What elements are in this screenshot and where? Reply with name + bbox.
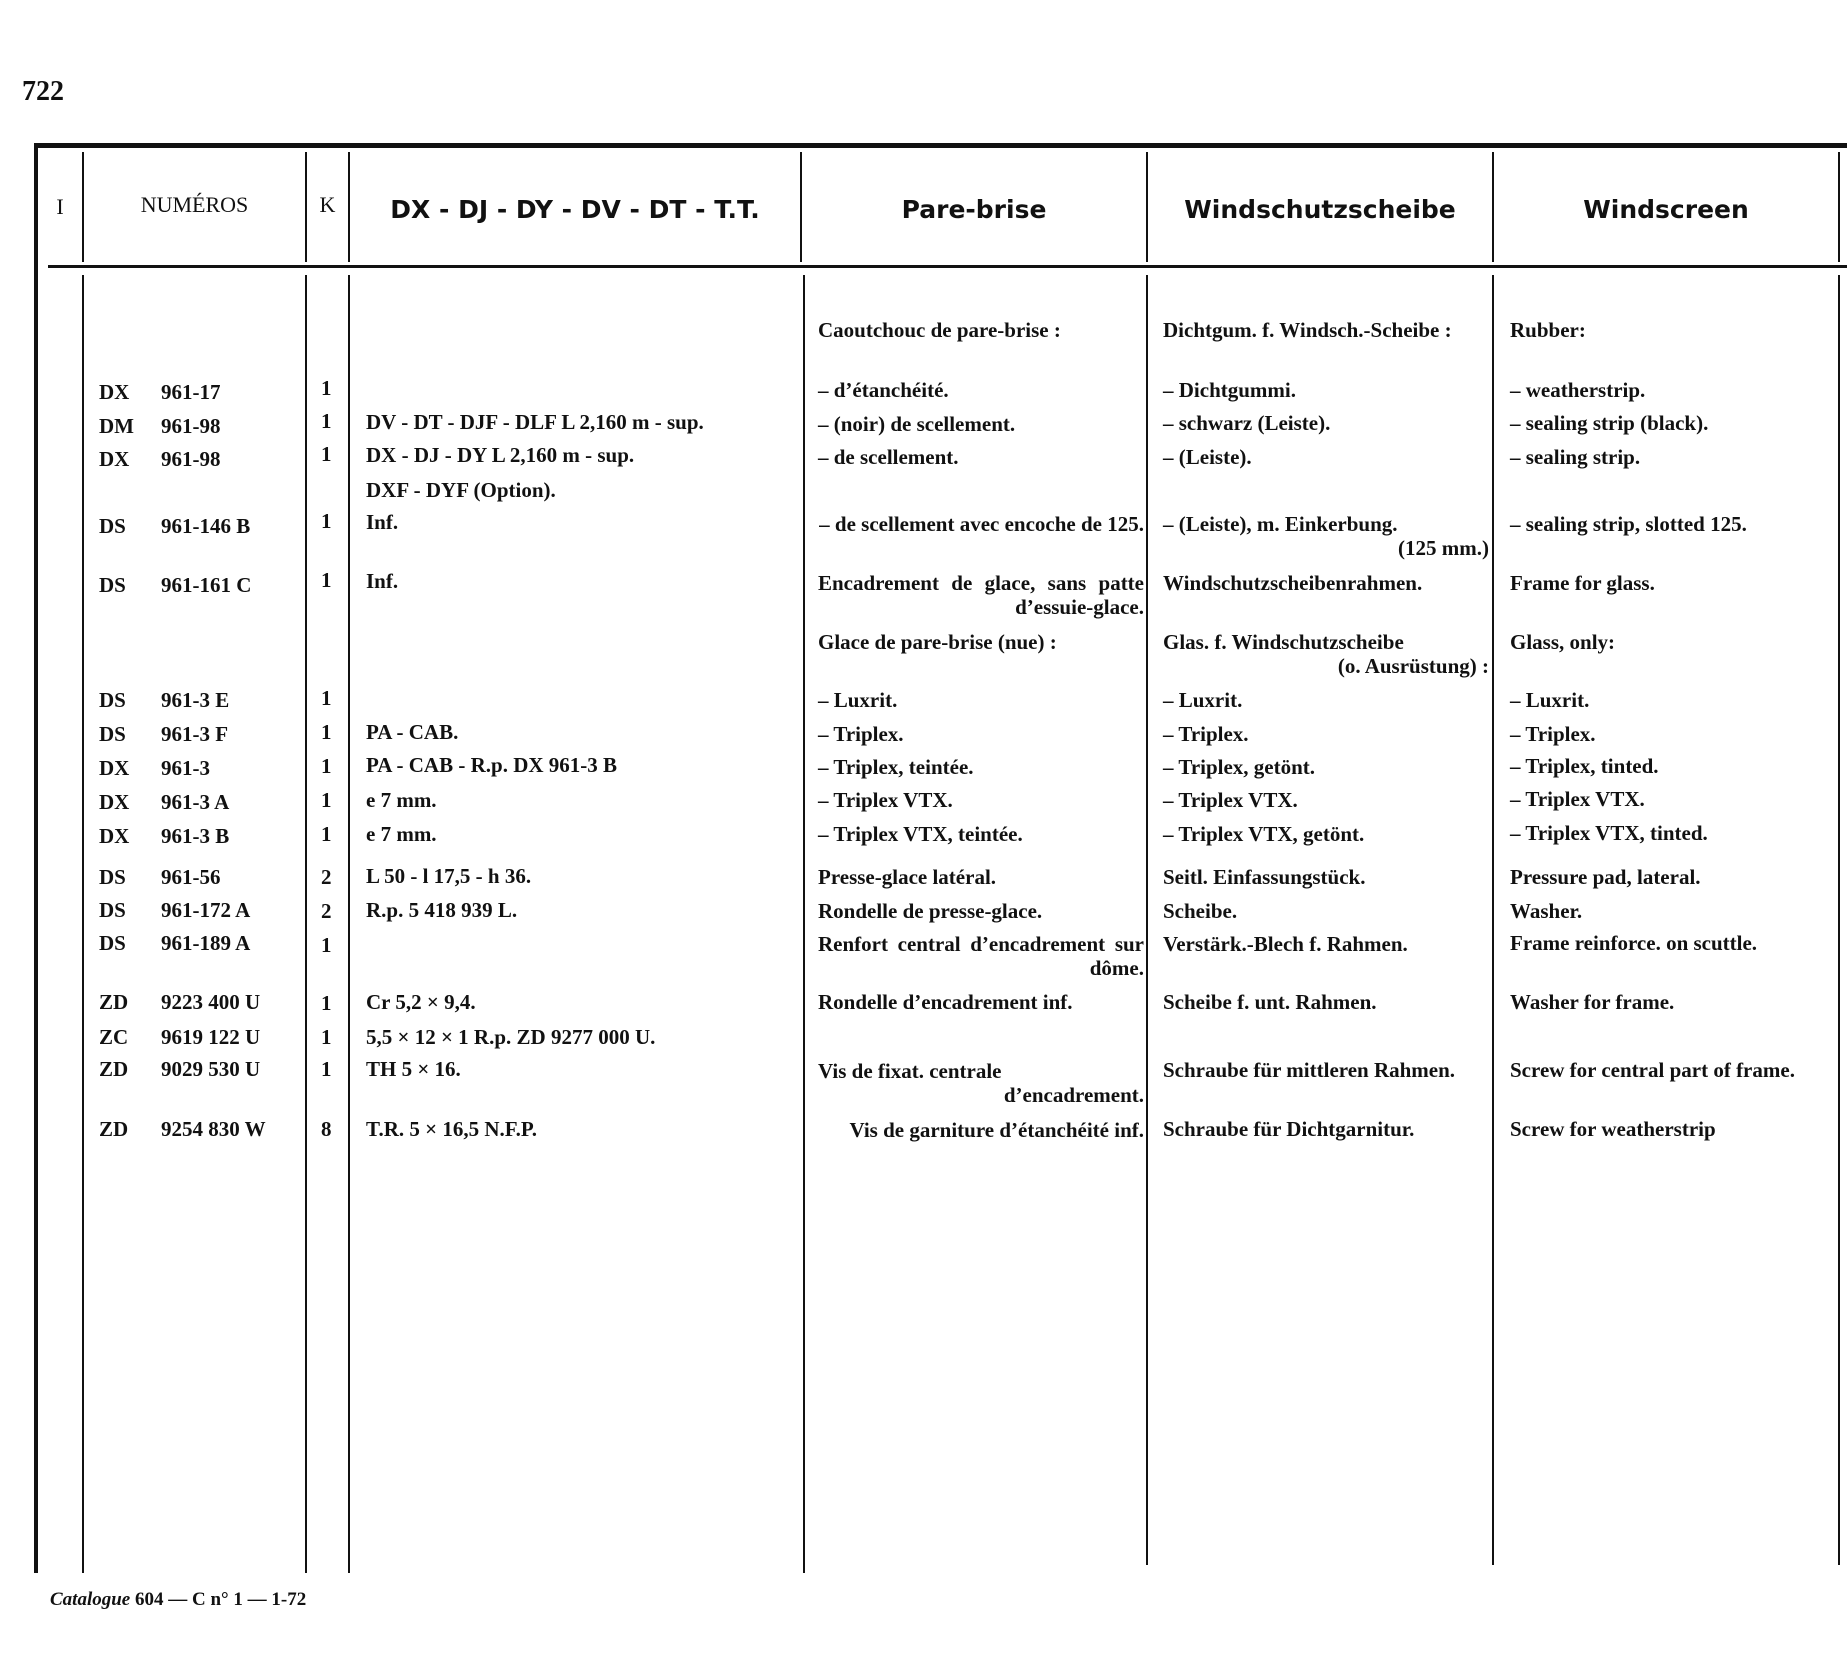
part-prefix: DX <box>99 756 130 780</box>
part-desc-de: – Triplex VTX, getönt. <box>1163 822 1365 846</box>
part-number: 961-3 F <box>161 722 229 746</box>
part-number: 9029 530 U <box>161 1057 261 1081</box>
part-desc-fr: Rondelle d’encadrement inf. <box>818 990 1073 1014</box>
part-desc-de: Scheibe. <box>1163 899 1238 923</box>
section-heading-en: Rubber: <box>1510 318 1586 342</box>
part-desc-fr: Renfort central d’encadrement sur dôme. <box>818 932 1144 980</box>
part-number: 961-161 C <box>161 573 252 597</box>
part-prefix: DX <box>99 790 130 814</box>
part-number: 961-98 <box>161 414 221 438</box>
part-number: 961-17 <box>161 380 221 404</box>
part-prefix: ZC <box>99 1025 129 1049</box>
glass-heading-fr: Glace de pare-brise (nue) : <box>818 630 1057 654</box>
part-desc-en: Washer for frame. <box>1510 990 1675 1014</box>
part-desc-de: – schwarz (Leiste). <box>1163 411 1331 435</box>
catalogue-footer <box>50 1589 306 1611</box>
part-spec: Inf. <box>366 510 399 534</box>
catalogue-reference: 604 — C n° 1 — 1-72 <box>134 1589 307 1610</box>
part-quantity: 1 <box>321 788 332 812</box>
part-quantity: 1 <box>321 822 332 846</box>
part-desc-de: – Triplex, getönt. <box>1163 755 1316 779</box>
part-desc-en: – Luxrit. <box>1510 688 1590 712</box>
part-desc-fr: – d’étanchéité. <box>818 378 949 402</box>
part-spec: T.R. 5 × 16,5 N.F.P. <box>366 1117 538 1141</box>
part-spec: e 7 mm. <box>366 788 437 812</box>
part-desc-en: – sealing strip. <box>1510 445 1641 469</box>
part-desc-en: Screw for weatherstrip <box>1510 1117 1716 1141</box>
part-desc-de: Scheibe f. unt. Rahmen. <box>1163 990 1377 1014</box>
header-col-de: Windschutzscheibe <box>1184 195 1456 224</box>
part-desc-fr: Vis de garniture d’étanchéité inf. <box>849 1118 1144 1142</box>
col-divider-7b <box>1838 275 1840 1565</box>
part-desc-de: – (Leiste). <box>1163 445 1252 469</box>
table-top-border <box>34 143 1847 148</box>
part-prefix: DX <box>99 380 130 404</box>
part-desc-de: – Triplex. <box>1163 722 1249 746</box>
part-quantity: 1 <box>321 991 332 1015</box>
option-note: DXF - DYF (Option). <box>366 478 556 502</box>
table-left-border <box>34 143 38 1573</box>
col-divider-2b <box>305 275 307 1573</box>
glass-heading-de-line2: (o. Ausrüstung) : <box>1337 654 1489 678</box>
part-quantity: 1 <box>321 754 332 778</box>
part-spec: 5,5 × 12 × 1 R.p. ZD 9277 000 U. <box>366 1025 656 1049</box>
part-desc-fr: Encadrement de glace, sans patte d’essuie-glace. <box>818 571 1144 619</box>
part-number: 961-146 B <box>161 514 251 538</box>
part-desc-en: – weatherstrip. <box>1510 378 1646 402</box>
part-desc-fr: – Triplex, teintée. <box>818 755 974 779</box>
part-number: 9619 122 U <box>161 1025 261 1049</box>
part-desc-en: – sealing strip (black). <box>1510 411 1709 435</box>
part-desc-en: – Triplex VTX. <box>1510 787 1645 811</box>
part-desc-fr: – de scellement. <box>818 445 959 469</box>
part-desc-fr: – (noir) de scellement. <box>818 412 1016 436</box>
page-number: 722 <box>22 76 64 107</box>
part-desc-fr: – Triplex. <box>818 722 904 746</box>
part-desc-en: Frame for glass. <box>1510 571 1655 595</box>
header-col-k: K <box>319 191 336 217</box>
part-number: 961-3 B <box>161 824 230 848</box>
part-quantity: 2 <box>321 899 332 923</box>
part-desc-fr: – de scellement avec encoche de 125. <box>819 512 1144 536</box>
part-desc-fr: Vis de fixat. centrale <box>818 1059 1002 1083</box>
part-desc-de: – (Leiste), m. Einkerbung. <box>1163 512 1398 536</box>
part-quantity: 1 <box>321 409 332 433</box>
part-quantity: 1 <box>321 1057 332 1081</box>
part-number: 961-56 <box>161 865 221 889</box>
section-heading-de: Dichtgum. f. Windsch.-Scheibe : <box>1163 318 1452 342</box>
part-desc-fr: Presse-glace latéral. <box>818 865 997 889</box>
part-desc-en: Washer. <box>1510 899 1583 923</box>
part-number: 9223 400 U <box>161 990 261 1014</box>
part-prefix: DS <box>99 865 126 889</box>
part-spec: Inf. <box>366 569 399 593</box>
header-col-models: DX - DJ - DY - DV - DT - T.T. <box>390 195 760 224</box>
header-col-numeros: NUMÉROS <box>140 191 249 217</box>
part-number: 961-189 A <box>161 931 251 955</box>
part-quantity: 1 <box>321 933 332 957</box>
part-number: 961-3 <box>161 756 210 780</box>
part-spec: PA - CAB. <box>366 720 459 744</box>
part-desc-en: – Triplex VTX, tinted. <box>1510 821 1708 845</box>
part-spec: DV - DT - DJF - DLF L 2,160 m - sup. <box>366 410 704 434</box>
col-divider-1b <box>82 275 84 1573</box>
part-spec: Cr 5,2 × 9,4. <box>366 990 476 1014</box>
part-desc-fr-line2: d’encadrement. <box>1003 1083 1144 1107</box>
part-desc-de: Schraube für Dichtgarnitur. <box>1163 1117 1415 1141</box>
part-desc-en: Pressure pad, lateral. <box>1510 865 1701 889</box>
part-prefix: DX <box>99 824 130 848</box>
col-divider-3b <box>348 275 350 1573</box>
part-quantity: 1 <box>321 568 332 592</box>
part-prefix: DS <box>99 898 126 922</box>
header-col-i: I <box>56 194 64 219</box>
part-quantity: 1 <box>321 1025 332 1049</box>
part-prefix: DS <box>99 573 126 597</box>
part-prefix: DS <box>99 931 126 955</box>
part-prefix: ZD <box>99 990 129 1014</box>
col-divider-6b <box>1492 275 1494 1565</box>
part-spec: DX - DJ - DY L 2,160 m - sup. <box>366 443 635 467</box>
col-divider-4b <box>803 275 805 1573</box>
part-desc-fr: – Triplex VTX. <box>818 788 953 812</box>
part-prefix: DM <box>99 414 134 438</box>
part-desc-fr: – Luxrit. <box>818 688 898 712</box>
part-desc-de: Verstärk.-Blech f. Rahmen. <box>1163 932 1408 956</box>
part-prefix: DX <box>99 447 130 471</box>
glass-heading-en: Glass, only: <box>1510 630 1616 654</box>
part-desc-en: – sealing strip, slotted 125. <box>1510 512 1747 536</box>
part-number: 961-172 A <box>161 898 251 922</box>
part-quantity: 1 <box>321 509 332 533</box>
part-number: 9254 830 W <box>161 1117 266 1141</box>
part-spec: PA - CAB - R.p. DX 961-3 B <box>366 753 618 777</box>
part-desc-fr: Rondelle de presse-glace. <box>818 899 1043 923</box>
part-number: 961-3 A <box>161 790 230 814</box>
header-col-en: Windscreen <box>1583 195 1749 224</box>
part-prefix: ZD <box>99 1057 129 1081</box>
header-col-fr: Pare-brise <box>901 195 1047 224</box>
part-number: 961-3 E <box>161 688 230 712</box>
part-spec: e 7 mm. <box>366 822 437 846</box>
part-prefix: DS <box>99 514 126 538</box>
part-desc-de-line2: (125 mm.) <box>1398 536 1489 560</box>
glass-heading-de: Glas. f. Windschutzscheibe <box>1163 630 1404 654</box>
part-desc-de: Seitl. Einfassungstück. <box>1163 865 1366 889</box>
part-quantity: 1 <box>321 686 332 710</box>
part-quantity: 2 <box>321 865 332 889</box>
part-quantity: 1 <box>321 376 332 400</box>
part-prefix: ZD <box>99 1117 129 1141</box>
part-desc-de: Windschutzscheibenrahmen. <box>1163 571 1423 595</box>
part-desc-de: – Triplex VTX. <box>1163 788 1298 812</box>
part-desc-en: – Triplex, tinted. <box>1510 754 1659 778</box>
part-spec: TH 5 × 16. <box>366 1057 461 1081</box>
part-desc-en: Screw for central part of frame. <box>1510 1058 1795 1082</box>
col-divider-5b <box>1146 275 1148 1565</box>
part-prefix: DS <box>99 722 126 746</box>
section-heading-fr: Caoutchouc de pare-brise : <box>818 318 1061 342</box>
part-number: 961-98 <box>161 447 221 471</box>
part-quantity: 8 <box>321 1117 332 1141</box>
part-spec: L 50 - l 17,5 - h 36. <box>366 864 532 888</box>
col-divider-7 <box>1838 152 1840 262</box>
part-prefix: DS <box>99 688 126 712</box>
part-spec: R.p. 5 418 939 L. <box>366 898 518 922</box>
part-desc-de: Schraube für mittleren Rahmen. <box>1163 1058 1456 1082</box>
part-quantity: 1 <box>321 720 332 744</box>
part-desc-de: – Dichtgummi. <box>1163 378 1296 402</box>
part-desc-en: Frame reinforce. on scuttle. <box>1510 931 1758 955</box>
catalogue-label: Catalogue <box>50 1589 131 1610</box>
part-desc-en: – Triplex. <box>1510 722 1596 746</box>
part-quantity: 1 <box>321 442 332 466</box>
part-desc-fr: – Triplex VTX, teintée. <box>818 822 1023 846</box>
part-desc-de: – Luxrit. <box>1163 688 1243 712</box>
